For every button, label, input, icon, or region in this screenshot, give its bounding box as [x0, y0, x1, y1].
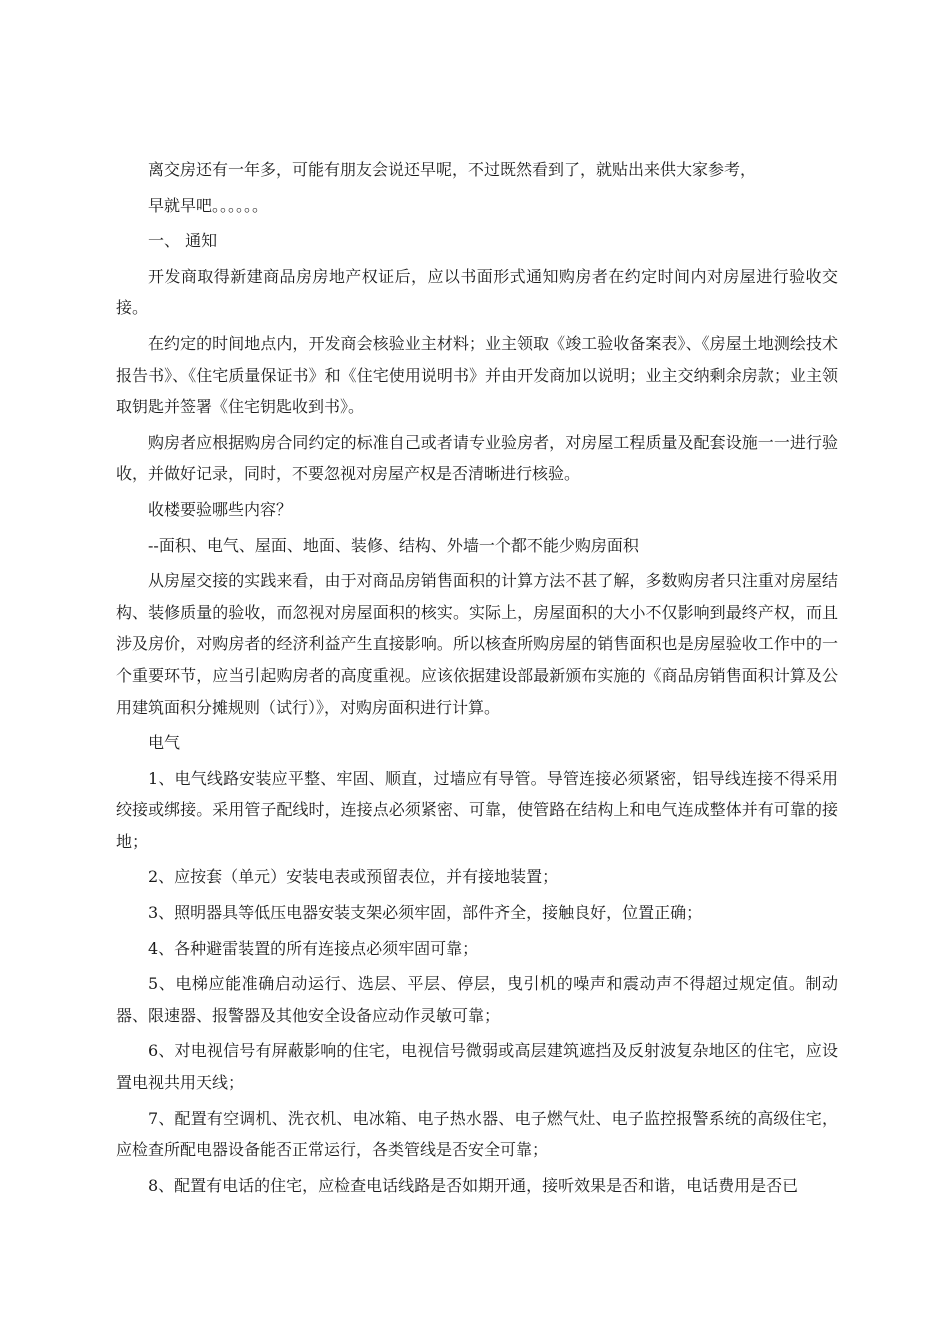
document-page	[116, 154, 838, 1205]
electric-item-7: 7、配置有空调机、洗衣机、电冰箱、电子热水器、电子燃气灶、电子监控报警系统的高级住宅，应检查所配电器设备能否正常运行，各类管线是否安全可靠；	[116, 1108, 838, 1160]
electric-item-6: 6、对电视信号有屏蔽影响的住宅，电视信号微弱或高层建筑遮挡及反射波复杂地区的住宅，应设置电视共用天线；	[116, 1041, 838, 1093]
electric-item-4: 4、各种避雷装置的所有连接点必须牢固可靠；	[148, 938, 479, 958]
section-heading-notice: 一、 通知	[148, 231, 218, 251]
intro-line-1: 离交房还有一年多，可能有朋友会说还早呢，不过既然看到了，就贴出来供大家参考，	[148, 160, 757, 179]
electric-item-5: 5、电梯应能准确启动运行、选层、平层、停层，曳引机的噪声和震动声不得超过规定值。制动器、限速器、报警器及其他安全设备应动作灵敏可靠；	[116, 974, 838, 1025]
electric-item-3: 3、照明器具等低压电器安装支架必须牢固，部件齐全，接触良好，位置正确；	[148, 903, 703, 923]
electric-item-2: 2、应按套（单元）安装电表或预留表位，并有接地装置；	[148, 867, 559, 887]
paragraph-inspection: 购房者应根据购房合同约定的标准自己或者请专业验房者，对房屋工程质量及配套设施一一进行验收，并做好记录，同时，不要忽视对房屋产权是否清晰进行核验。	[116, 432, 838, 484]
paragraph-notice: 开发商取得新建商品房房地产权证后，应以书面形式通知购房者在约定时间内对房屋进行验收交接。	[116, 266, 838, 318]
question-heading: 收楼要验哪些内容？	[148, 499, 293, 519]
paragraph-area: 从房屋交接的实践来看，由于对商品房销售面积的计算方法不甚了解，多数购房者只注重对房屋结构、装修质量的验收，而忽视对房屋面积的核实。实际上，房屋面积的大小不仅影响到最终产权，而且涉及房价，对购房者的经济利益产生直接影响。所以核查所购房屋的销售面积也是房屋验收工作中的一个重要环节，应当引起购房者的高度重视。应该依据建设部最新颁布实施的《商品房销售面积计算及公用建筑面积分摊规则（试行）》，对购房面积进行计算。	[116, 571, 838, 717]
paragraph-materials: 在约定的时间地点内，开发商会核验业主材料；业主领取《竣工验收备案表》、《房屋土地测绘技术报告书》、《住宅质量保证书》和《住宅使用说明书》并由开发商加以说明；业主交纳剩余房款；业主领取钥匙并签署《住宅钥匙收到书》。	[116, 333, 838, 417]
checklist-summary: --面积、电气、屋面、地面、装修、结构、外墙一个都不能少购房面积	[148, 535, 639, 555]
electric-item-8: 8、配置有电话的住宅，应检查电话线路是否如期开通，接听效果是否和谐，电话费用是否已	[148, 1175, 799, 1195]
section-heading-electric: 电气	[148, 733, 181, 753]
electric-item-1: 1、电气线路安装应平整、牢固、顺直，过墙应有导管。导管连接必须紧密，铝导线连接不得采用绞接或绑接。采用管子配线时，连接点必须紧密、可靠，使管路在结构上和电气连成整体并有可靠的接地；	[116, 768, 838, 851]
intro-line-2: 早就早吧。。。。。。	[148, 195, 269, 215]
